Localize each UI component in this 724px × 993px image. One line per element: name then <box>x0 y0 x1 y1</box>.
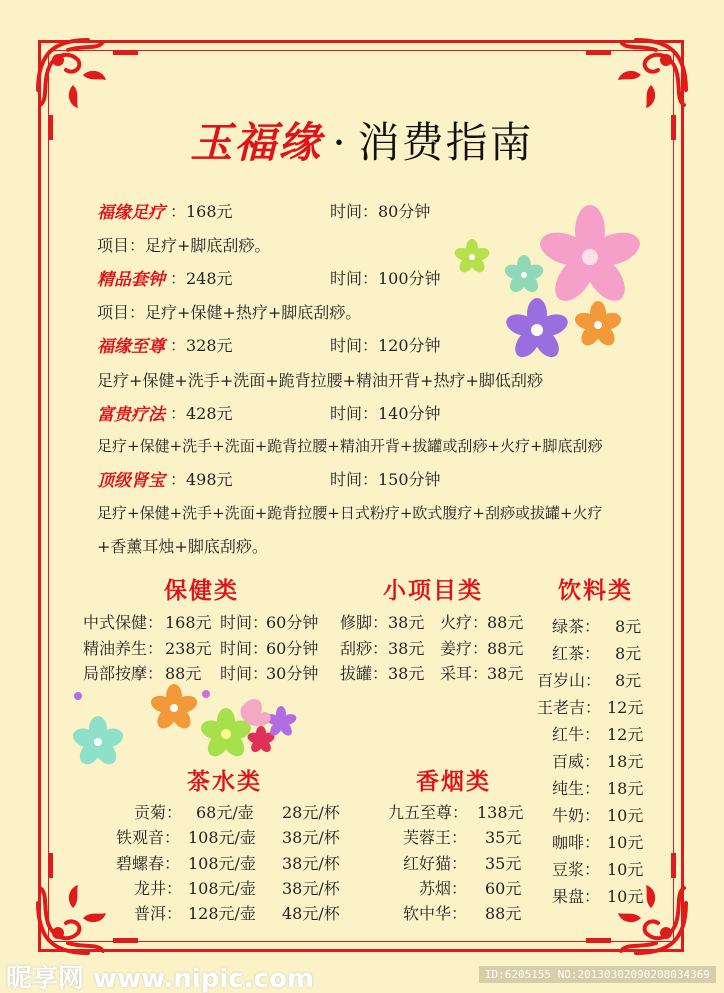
package-price: ：248元 <box>170 269 233 288</box>
chashui-item-pot: 108元/壶 <box>188 828 256 847</box>
xiaoxiang-item-name: 姜疗： <box>440 639 489 658</box>
yinliao-item-name: 果盘： <box>552 887 601 906</box>
yinliao-item-price: 8元 <box>615 617 642 636</box>
xiangyan-item-name: 红好猫： <box>403 854 468 873</box>
yinliao-item-name: 红牛： <box>552 725 601 744</box>
xiangyan-item-name: 软中华： <box>403 904 468 923</box>
chashui-item-name: 贡菊： <box>134 803 183 822</box>
xiangyan-item-name: 芙蓉王： <box>403 828 468 847</box>
chashui-item-cup: 38元/杯 <box>282 828 340 847</box>
chashui-item-pot: 68元/壶 <box>196 803 254 822</box>
xiaoxiang-item-price: 38元 <box>388 664 425 683</box>
baojian-item-name: 精油养生： <box>83 639 164 658</box>
section-heading-yinliao: 饮料类 <box>558 577 633 604</box>
chashui-item-name: 普洱： <box>134 904 183 923</box>
watermark-left: 昵享网 www.nipic.com <box>6 964 314 993</box>
baojian-item-price: 88元 <box>165 664 202 683</box>
xiaoxiang-item-price: 88元 <box>487 613 524 632</box>
brand-name: 玉福缘 <box>190 118 323 167</box>
package-price: ：428元 <box>170 404 233 423</box>
xiaoxiang-item-price: 38元 <box>388 639 425 658</box>
chashui-item-pot: 108元/壶 <box>188 879 256 898</box>
chashui-item-name: 碧螺春： <box>116 854 181 873</box>
package-time: 时间：120分钟 <box>330 336 441 355</box>
xiaoxiang-item-name: 修脚： <box>340 613 389 632</box>
yinliao-item-price: 10元 <box>607 806 644 825</box>
flower-decoration-icon <box>450 205 640 365</box>
chashui-item-cup: 38元/杯 <box>282 854 340 873</box>
package-time: 时间：150分钟 <box>330 470 441 489</box>
package-items: 项目：足疗+保健+热疗+脚底刮痧。 <box>97 303 362 322</box>
package-name: 精品套钟 <box>97 270 165 290</box>
yinliao-item-price: 12元 <box>607 698 644 717</box>
xiaoxiang-item-name: 火疗： <box>440 613 489 632</box>
section-heading-xiangyan: 香烟类 <box>416 768 491 795</box>
xiaoxiang-item-price: 38元 <box>388 613 425 632</box>
watermark-id: ID:6205155 NO:20130302090208034369 <box>479 966 716 983</box>
xiaoxiang-item-price: 38元 <box>487 664 524 683</box>
baojian-item-price: 168元 <box>165 613 212 632</box>
yinliao-item-name: 王老吉： <box>537 698 602 717</box>
package-price: ：498元 <box>170 470 233 489</box>
yinliao-item-price: 18元 <box>607 779 644 798</box>
package-name: 福缘足疗 <box>97 203 165 223</box>
package-time: 时间：100分钟 <box>330 269 441 288</box>
baojian-item-time-label: 时间： <box>220 664 269 683</box>
yinliao-item-price: 10元 <box>607 860 644 879</box>
package-items: 足疗+保健+洗手+洗面+跪背拉腰+精油开背+热疗+脚低刮痧 <box>97 371 543 390</box>
page-title <box>0 110 724 170</box>
package-price: ：328元 <box>170 336 233 355</box>
chashui-item-name: 铁观音： <box>116 828 181 847</box>
package-time: 时间：140分钟 <box>330 404 441 423</box>
baojian-item-time-label: 时间： <box>220 639 269 658</box>
section-heading-baojian: 保健类 <box>164 577 239 604</box>
package-items-continued: +香薰耳烛+脚底刮痧。 <box>97 537 268 556</box>
yinliao-item-name: 绿茶： <box>552 617 601 636</box>
xiangyan-item-price: 88元 <box>485 904 522 923</box>
baojian-item-duration: 60分钟 <box>266 639 319 658</box>
xiaoxiang-item-price: 88元 <box>487 639 524 658</box>
xiangyan-item-price: 138元 <box>477 803 524 822</box>
yinliao-item-name: 红茶： <box>552 644 601 663</box>
yinliao-item-name: 百岁山： <box>537 671 602 690</box>
baojian-item-time-label: 时间： <box>220 613 269 632</box>
package-items: 足疗+保健+洗手+洗面+跪背拉腰+日式粉疗+欧式腹疗+刮痧或拔罐+火疗 <box>97 504 603 522</box>
section-heading-xiaoxiang: 小项目类 <box>383 577 483 604</box>
section-heading-chashui: 茶水类 <box>187 768 262 795</box>
package-items: 足疗+保健+洗手+洗面+跪背拉腰+精油开背+拔罐或刮痧+火疗+脚底刮痧 <box>97 437 603 455</box>
yinliao-item-name: 咖啡： <box>552 833 601 852</box>
xiangyan-item-price: 35元 <box>485 854 522 873</box>
yinliao-item-name: 百威： <box>552 752 601 771</box>
xiaoxiang-item-name: 刮痧： <box>340 639 389 658</box>
yinliao-item-price: 18元 <box>607 752 644 771</box>
title-subtitle: 消费指南 <box>357 118 534 167</box>
yinliao-item-name: 豆浆： <box>552 860 601 879</box>
chashui-item-pot: 108元/壶 <box>188 854 256 873</box>
chashui-item-cup: 28元/杯 <box>282 803 340 822</box>
xiaoxiang-item-name: 拔罐： <box>340 664 389 683</box>
xiangyan-item-price: 35元 <box>485 828 522 847</box>
chashui-item-cup: 48元/杯 <box>282 904 340 923</box>
xiangyan-item-price: 60元 <box>485 879 522 898</box>
xiangyan-item-name: 苏烟： <box>419 879 468 898</box>
xiangyan-item-name: 九五至尊： <box>388 803 469 822</box>
baojian-item-name: 局部按摩： <box>83 664 164 683</box>
package-name: 富贵疗法 <box>97 405 165 425</box>
yinliao-item-price: 10元 <box>607 833 644 852</box>
package-time: 时间：80分钟 <box>330 202 431 221</box>
baojian-item-price: 238元 <box>165 639 212 658</box>
xiaoxiang-item-name: 采耳： <box>440 664 489 683</box>
package-items: 项目：足疗+脚底刮痧。 <box>97 236 271 255</box>
chashui-item-pot: 128元/壶 <box>188 904 256 923</box>
chashui-item-name: 龙井： <box>134 879 183 898</box>
chashui-item-cup: 38元/杯 <box>282 879 340 898</box>
baojian-item-name: 中式保健： <box>83 613 164 632</box>
yinliao-item-price: 8元 <box>615 671 642 690</box>
yinliao-item-name: 纯生： <box>552 779 601 798</box>
package-price: ：168元 <box>170 202 233 221</box>
yinliao-item-price: 12元 <box>607 725 644 744</box>
baojian-item-duration: 30分钟 <box>266 664 319 683</box>
baojian-item-duration: 60分钟 <box>266 613 319 632</box>
package-name: 顶级肾宝 <box>97 471 165 491</box>
title-separator: · <box>332 118 348 167</box>
yinliao-item-price: 8元 <box>615 644 642 663</box>
yinliao-item-price: 10元 <box>607 887 644 906</box>
yinliao-item-name: 牛奶： <box>552 806 601 825</box>
package-name: 福缘至尊 <box>97 337 165 357</box>
